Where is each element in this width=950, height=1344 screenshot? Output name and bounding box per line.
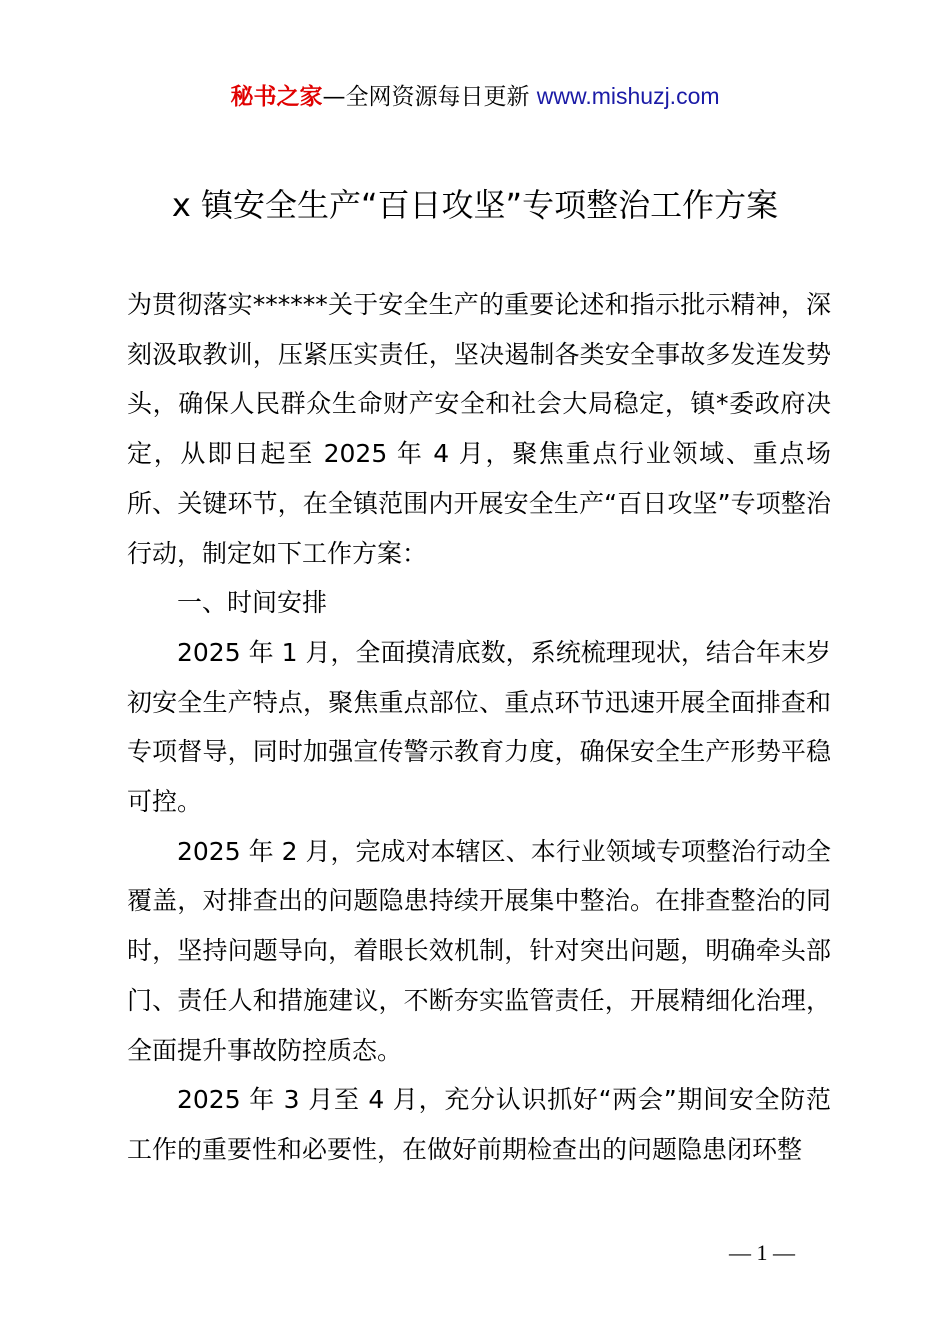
page-number: — 1 — xyxy=(729,1240,795,1265)
intro-paragraph: 为贯彻落实******关于安全生产的重要论述和指示批示精神，深刻汲取教训，压紧压实责任，坚决遏制各类安全事故多发连发势头，确保人民群众生命财产安全和社会大局稳定，镇*委政府决定，从即日起至 2025 年 4 月，聚焦重点行业领域、重点场所、关键环节，在全镇范围内开展安全生产“百日攻坚”专项整治行动，制定如下工作方案： xyxy=(127,290,831,568)
site-brand: 秘书之家 xyxy=(230,84,323,110)
paragraph-february: 2025 年 2 月，完成对本辖区、本行业领域专项整治行动全覆盖，对排查出的问题隐患持续开展集中整治。在排查整治的同时，坚持问题导向，着眼长效机制，针对突出问题，明确牵头部门、责任人和措施建议，不断夯实监管责任，开展精细化治理，全面提升事故防控质态。 xyxy=(127,836,831,1065)
paragraph-january: 2025 年 1 月，全面摸清底数，系统梳理现状，结合年末岁初安全生产特点，聚焦重点部位、重点环节迅速开展全面排查和专项督导，同时加强宣传警示教育力度，确保安全生产形势平稳可控。 xyxy=(127,637,831,817)
site-tagline: —全网资源每日更新 xyxy=(322,84,537,110)
paragraph-march-april: 2025 年 3 月至 4 月，充分认识抓好“两会”期间安全防范工作的重要性和必要性，在做好前期检查出的问题隐患闭环整 xyxy=(127,1085,831,1164)
site-url[interactable]: www.mishuzj.com xyxy=(536,83,720,109)
site-header xyxy=(0,78,950,115)
document-title: x 镇安全生产“百日攻坚”专项整治工作方案 xyxy=(171,186,779,224)
section-heading-schedule: 一、时间安排 xyxy=(177,588,328,618)
document-body xyxy=(127,280,831,1175)
